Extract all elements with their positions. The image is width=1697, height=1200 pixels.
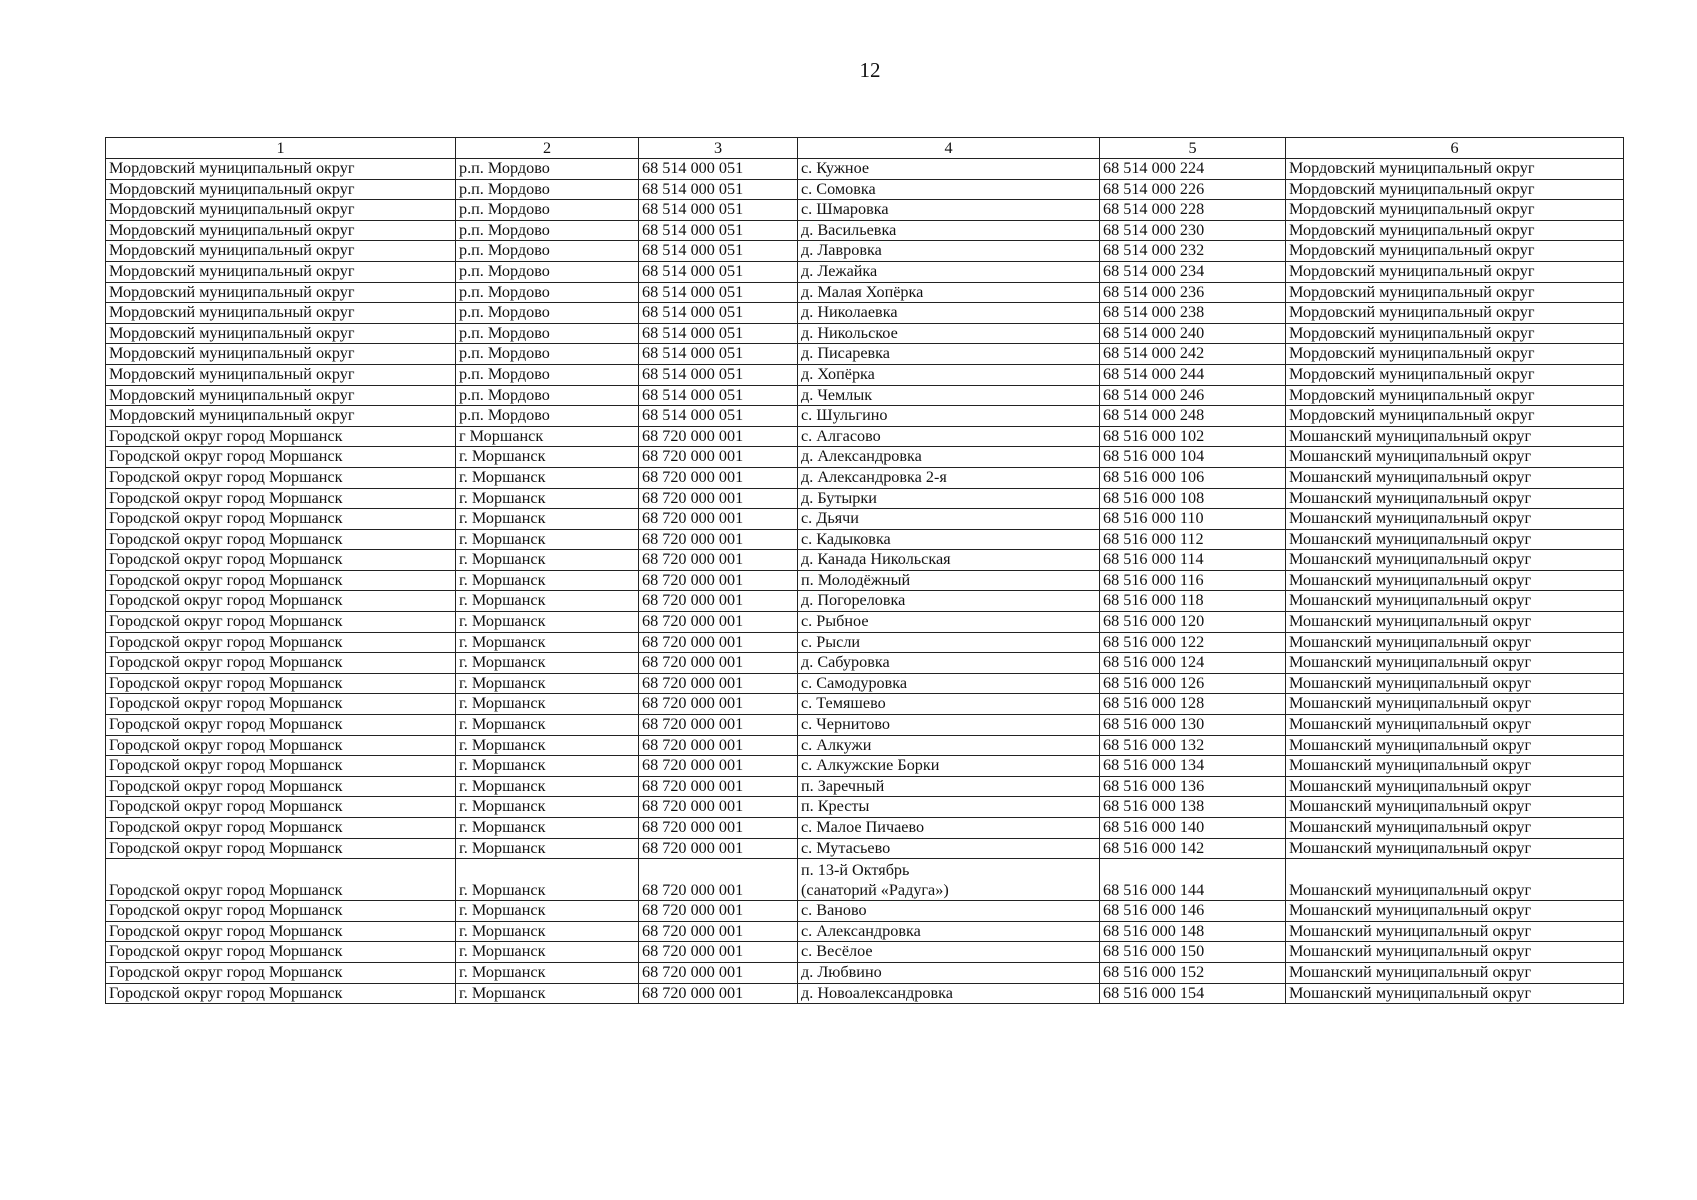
center-oktmo-cell: 68 720 000 001 xyxy=(639,694,798,715)
center-cell: г. Моршанск xyxy=(456,488,639,509)
municipality-cell: Мордовский муниципальный округ xyxy=(106,364,456,385)
new-municipality-cell: Мошанский муниципальный округ xyxy=(1286,962,1624,983)
center-oktmo-cell: 68 720 000 001 xyxy=(639,797,798,818)
center-oktmo-cell: 68 720 000 001 xyxy=(639,570,798,591)
settlement-oktmo-cell: 68 516 000 144 xyxy=(1100,859,1286,901)
settlement-oktmo-cell: 68 516 000 136 xyxy=(1100,776,1286,797)
municipality-cell: Городской округ город Моршанск xyxy=(106,797,456,818)
new-municipality-cell: Мордовский муниципальный округ xyxy=(1286,241,1624,262)
settlement-cell: с. Кужное xyxy=(798,159,1100,180)
center-oktmo-cell: 68 720 000 001 xyxy=(639,447,798,468)
new-municipality-cell: Мошанский муниципальный округ xyxy=(1286,612,1624,633)
new-municipality-cell: Мордовский муниципальный округ xyxy=(1286,323,1624,344)
municipality-cell: Городской округ город Моршанск xyxy=(106,447,456,468)
municipality-cell: Городской округ город Моршанск xyxy=(106,673,456,694)
new-municipality-cell: Мордовский муниципальный округ xyxy=(1286,159,1624,180)
center-oktmo-cell: 68 514 000 051 xyxy=(639,323,798,344)
center-cell: р.п. Мордово xyxy=(456,261,639,282)
center-oktmo-cell: 68 514 000 051 xyxy=(639,282,798,303)
settlement-oktmo-cell: 68 514 000 228 xyxy=(1100,200,1286,221)
settlement-cell: с. Весёлое xyxy=(798,942,1100,963)
settlement-oktmo-cell: 68 516 000 134 xyxy=(1100,756,1286,777)
table-row xyxy=(106,426,1624,447)
settlement-oktmo-cell: 68 516 000 146 xyxy=(1100,901,1286,922)
new-municipality-cell: Мошанский муниципальный округ xyxy=(1286,715,1624,736)
settlement-oktmo-cell: 68 516 000 126 xyxy=(1100,673,1286,694)
settlement-oktmo-cell: 68 516 000 102 xyxy=(1100,426,1286,447)
table-row xyxy=(106,921,1624,942)
center-oktmo-cell: 68 720 000 001 xyxy=(639,653,798,674)
center-oktmo-cell: 68 514 000 051 xyxy=(639,406,798,427)
center-oktmo-cell: 68 720 000 001 xyxy=(639,735,798,756)
settlement-oktmo-cell: 68 514 000 234 xyxy=(1100,261,1286,282)
new-municipality-cell: Мошанский муниципальный округ xyxy=(1286,921,1624,942)
settlement-oktmo-cell: 68 516 000 104 xyxy=(1100,447,1286,468)
settlement-cell: с. Кадыковка xyxy=(798,529,1100,550)
center-oktmo-cell: 68 720 000 001 xyxy=(639,776,798,797)
center-oktmo-cell: 68 720 000 001 xyxy=(639,983,798,1004)
center-cell: р.п. Мордово xyxy=(456,241,639,262)
municipality-cell: Городской округ город Моршанск xyxy=(106,426,456,447)
municipality-cell: Городской округ город Моршанск xyxy=(106,694,456,715)
settlement-cell: п. Кресты xyxy=(798,797,1100,818)
table-row xyxy=(106,901,1624,922)
center-oktmo-cell: 68 720 000 001 xyxy=(639,467,798,488)
center-cell: г. Моршанск xyxy=(456,550,639,571)
center-oktmo-cell: 68 720 000 001 xyxy=(639,673,798,694)
new-municipality-cell: Мордовский муниципальный округ xyxy=(1286,220,1624,241)
settlement-cell: п. Заречный xyxy=(798,776,1100,797)
center-cell: г. Моршанск xyxy=(456,797,639,818)
new-municipality-cell: Мошанский муниципальный округ xyxy=(1286,838,1624,859)
table-row xyxy=(106,385,1624,406)
center-oktmo-cell: 68 514 000 051 xyxy=(639,200,798,221)
center-cell: г. Моршанск xyxy=(456,756,639,777)
settlement-oktmo-cell: 68 516 000 130 xyxy=(1100,715,1286,736)
center-oktmo-cell: 68 720 000 001 xyxy=(639,426,798,447)
settlement-cell: с. Ваново xyxy=(798,901,1100,922)
table-row xyxy=(106,859,1624,901)
table-header-row xyxy=(106,138,1624,159)
settlements-table xyxy=(105,137,1624,1004)
settlement-oktmo-cell: 68 516 000 120 xyxy=(1100,612,1286,633)
table-row xyxy=(106,632,1624,653)
cell-line: (санаторий «Радуга») xyxy=(801,880,949,899)
settlement-oktmo-cell: 68 516 000 142 xyxy=(1100,838,1286,859)
center-cell: г. Моршанск xyxy=(456,715,639,736)
municipality-cell: Мордовский муниципальный округ xyxy=(106,406,456,427)
municipality-cell: Городской округ город Моршанск xyxy=(106,818,456,839)
municipality-cell: Городской округ город Моршанск xyxy=(106,612,456,633)
table-row xyxy=(106,756,1624,777)
table-body xyxy=(106,159,1624,1004)
settlement-cell: д. Чемлык xyxy=(798,385,1100,406)
center-oktmo-cell: 68 720 000 001 xyxy=(639,756,798,777)
center-cell: г. Моршанск xyxy=(456,921,639,942)
new-municipality-cell: Мошанский муниципальный округ xyxy=(1286,694,1624,715)
municipality-cell: Городской округ город Моршанск xyxy=(106,715,456,736)
municipality-cell: Городской округ город Моршанск xyxy=(106,509,456,530)
settlement-cell: д. Николаевка xyxy=(798,303,1100,324)
center-cell: г. Моршанск xyxy=(456,776,639,797)
municipality-cell: Мордовский муниципальный округ xyxy=(106,159,456,180)
settlement-oktmo-cell: 68 516 000 118 xyxy=(1100,591,1286,612)
settlement-cell: д. Александровка 2-я xyxy=(798,467,1100,488)
settlement-cell: с. Алкужские Борки xyxy=(798,756,1100,777)
settlement-cell: д. Бутырки xyxy=(798,488,1100,509)
new-municipality-cell: Мошанский муниципальный округ xyxy=(1286,735,1624,756)
settlement-cell: д. Любвино xyxy=(798,962,1100,983)
center-oktmo-cell: 68 720 000 001 xyxy=(639,488,798,509)
center-oktmo-cell: 68 720 000 001 xyxy=(639,901,798,922)
new-municipality-cell: Мошанский муниципальный округ xyxy=(1286,447,1624,468)
table-row xyxy=(106,673,1624,694)
settlement-oktmo-cell: 68 514 000 232 xyxy=(1100,241,1286,262)
settlement-cell: д. Никольское xyxy=(798,323,1100,344)
new-municipality-cell: Мошанский муниципальный округ xyxy=(1286,529,1624,550)
municipality-cell: Городской округ город Моршанск xyxy=(106,735,456,756)
settlement-oktmo-cell: 68 516 000 132 xyxy=(1100,735,1286,756)
new-municipality-cell: Мошанский муниципальный округ xyxy=(1286,570,1624,591)
settlement-oktmo-cell: 68 514 000 244 xyxy=(1100,364,1286,385)
table-row xyxy=(106,159,1624,180)
municipality-cell: Городской округ город Моршанск xyxy=(106,467,456,488)
center-oktmo-cell: 68 514 000 051 xyxy=(639,241,798,262)
municipality-cell: Городской округ город Моршанск xyxy=(106,488,456,509)
settlement-oktmo-cell: 68 514 000 246 xyxy=(1100,385,1286,406)
center-oktmo-cell: 68 514 000 051 xyxy=(639,179,798,200)
page-number: 12 xyxy=(859,58,881,82)
settlement-oktmo-cell: 68 514 000 236 xyxy=(1100,282,1286,303)
settlement-cell: п. Молодёжный xyxy=(798,570,1100,591)
table-row xyxy=(106,983,1624,1004)
settlement-oktmo-cell: 68 514 000 242 xyxy=(1100,344,1286,365)
settlement-oktmo-cell: 68 514 000 226 xyxy=(1100,179,1286,200)
center-cell: г Моршанск xyxy=(456,426,639,447)
settlement-oktmo-cell: 68 516 000 150 xyxy=(1100,942,1286,963)
new-municipality-cell: Мошанский муниципальный округ xyxy=(1286,467,1624,488)
new-municipality-cell: Мошанский муниципальный округ xyxy=(1286,673,1624,694)
new-municipality-cell: Мошанский муниципальный округ xyxy=(1286,591,1624,612)
center-cell: г. Моршанск xyxy=(456,735,639,756)
new-municipality-cell: Мошанский муниципальный округ xyxy=(1286,776,1624,797)
settlement-oktmo-cell: 68 516 000 154 xyxy=(1100,983,1286,1004)
municipality-cell: Мордовский муниципальный округ xyxy=(106,261,456,282)
settlement-cell: д. Лавровка xyxy=(798,241,1100,262)
center-cell: р.п. Мордово xyxy=(456,323,639,344)
column-header-2: 2 xyxy=(456,138,639,159)
new-municipality-cell: Мошанский муниципальный округ xyxy=(1286,653,1624,674)
center-oktmo-cell: 68 720 000 001 xyxy=(639,509,798,530)
column-header-5: 5 xyxy=(1100,138,1286,159)
center-cell: г. Моршанск xyxy=(456,942,639,963)
table-row xyxy=(106,942,1624,963)
new-municipality-cell: Мордовский муниципальный округ xyxy=(1286,385,1624,406)
center-oktmo-cell: 68 720 000 001 xyxy=(639,632,798,653)
settlement-oktmo-cell: 68 516 000 106 xyxy=(1100,467,1286,488)
center-cell: г. Моршанск xyxy=(456,570,639,591)
center-oktmo-cell: 68 514 000 051 xyxy=(639,261,798,282)
center-cell: г. Моршанск xyxy=(456,653,639,674)
municipality-cell: Городской округ город Моршанск xyxy=(106,838,456,859)
center-oktmo-cell: 68 720 000 001 xyxy=(639,818,798,839)
table-row xyxy=(106,303,1624,324)
settlement-cell: с. Сомовка xyxy=(798,179,1100,200)
new-municipality-cell: Мордовский муниципальный округ xyxy=(1286,303,1624,324)
center-cell: р.п. Мордово xyxy=(456,200,639,221)
center-cell: р.п. Мордово xyxy=(456,220,639,241)
municipality-cell: Городской округ город Моршанск xyxy=(106,550,456,571)
center-cell: г. Моршанск xyxy=(456,673,639,694)
column-header-6: 6 xyxy=(1286,138,1624,159)
settlement-oktmo-cell: 68 514 000 238 xyxy=(1100,303,1286,324)
center-oktmo-cell: 68 720 000 001 xyxy=(639,838,798,859)
municipality-cell: Городской округ город Моршанск xyxy=(106,653,456,674)
center-cell: р.п. Мордово xyxy=(456,303,639,324)
table-row xyxy=(106,447,1624,468)
settlement-cell: с. Александровка xyxy=(798,921,1100,942)
center-oktmo-cell: 68 514 000 051 xyxy=(639,385,798,406)
settlement-cell: с. Рысли xyxy=(798,632,1100,653)
settlement-oktmo-cell: 68 516 000 152 xyxy=(1100,962,1286,983)
center-cell: р.п. Мордово xyxy=(456,406,639,427)
municipality-cell: Мордовский муниципальный округ xyxy=(106,241,456,262)
center-oktmo-cell: 68 720 000 001 xyxy=(639,942,798,963)
settlement-cell xyxy=(798,859,1100,901)
table-row xyxy=(106,797,1624,818)
center-cell: г. Моршанск xyxy=(456,838,639,859)
settlement-cell: с. Малое Пичаево xyxy=(798,818,1100,839)
settlement-cell: д. Канада Никольская xyxy=(798,550,1100,571)
table-row xyxy=(106,591,1624,612)
new-municipality-cell: Мордовский муниципальный округ xyxy=(1286,282,1624,303)
municipality-cell: Мордовский муниципальный округ xyxy=(106,282,456,303)
table-row xyxy=(106,179,1624,200)
table-row xyxy=(106,364,1624,385)
settlement-cell: д. Васильевка xyxy=(798,220,1100,241)
center-cell: р.п. Мордово xyxy=(456,282,639,303)
center-cell: г. Моршанск xyxy=(456,962,639,983)
new-municipality-cell: Мошанский муниципальный округ xyxy=(1286,983,1624,1004)
municipality-cell: Городской округ город Моршанск xyxy=(106,756,456,777)
new-municipality-cell: Мордовский муниципальный округ xyxy=(1286,261,1624,282)
column-header-3: 3 xyxy=(639,138,798,159)
municipality-cell: Мордовский муниципальный округ xyxy=(106,385,456,406)
center-cell: г. Моршанск xyxy=(456,447,639,468)
new-municipality-cell: Мошанский муниципальный округ xyxy=(1286,756,1624,777)
new-municipality-cell: Мордовский муниципальный округ xyxy=(1286,179,1624,200)
table-row xyxy=(106,570,1624,591)
center-cell: г. Моршанск xyxy=(456,467,639,488)
table-row xyxy=(106,776,1624,797)
settlement-cell: д. Александровка xyxy=(798,447,1100,468)
center-cell: р.п. Мордово xyxy=(456,344,639,365)
table-row xyxy=(106,406,1624,427)
municipality-cell: Городской округ город Моршанск xyxy=(106,859,456,901)
municipality-cell: Городской округ город Моршанск xyxy=(106,962,456,983)
settlement-oktmo-cell: 68 514 000 224 xyxy=(1100,159,1286,180)
settlement-cell: д. Погореловка xyxy=(798,591,1100,612)
settlement-oktmo-cell: 68 516 000 128 xyxy=(1100,694,1286,715)
settlement-oktmo-cell: 68 516 000 110 xyxy=(1100,509,1286,530)
table-row xyxy=(106,200,1624,221)
table-row xyxy=(106,735,1624,756)
settlement-cell: с. Темяшево xyxy=(798,694,1100,715)
settlement-cell: с. Мутасьево xyxy=(798,838,1100,859)
municipality-cell: Мордовский муниципальный округ xyxy=(106,179,456,200)
center-oktmo-cell: 68 514 000 051 xyxy=(639,364,798,385)
settlement-oktmo-cell: 68 514 000 230 xyxy=(1100,220,1286,241)
municipality-cell: Мордовский муниципальный округ xyxy=(106,344,456,365)
settlement-oktmo-cell: 68 516 000 122 xyxy=(1100,632,1286,653)
settlement-oktmo-cell: 68 516 000 112 xyxy=(1100,529,1286,550)
center-cell: г. Моршанск xyxy=(456,983,639,1004)
table-row xyxy=(106,220,1624,241)
settlement-cell: д. Писаревка xyxy=(798,344,1100,365)
municipality-cell: Городской округ город Моршанск xyxy=(106,901,456,922)
center-oktmo-cell: 68 720 000 001 xyxy=(639,529,798,550)
center-cell: р.п. Мордово xyxy=(456,179,639,200)
table-row xyxy=(106,612,1624,633)
table-row xyxy=(106,344,1624,365)
municipality-cell: Мордовский муниципальный округ xyxy=(106,220,456,241)
center-cell: г. Моршанск xyxy=(456,901,639,922)
new-municipality-cell: Мордовский муниципальный округ xyxy=(1286,200,1624,221)
municipality-cell: Городской округ город Моршанск xyxy=(106,570,456,591)
municipality-cell: Городской округ город Моршанск xyxy=(106,591,456,612)
center-oktmo-cell: 68 514 000 051 xyxy=(639,220,798,241)
settlement-cell: с. Алгасово xyxy=(798,426,1100,447)
center-oktmo-cell: 68 720 000 001 xyxy=(639,715,798,736)
table-row xyxy=(106,962,1624,983)
settlement-oktmo-cell: 68 514 000 240 xyxy=(1100,323,1286,344)
new-municipality-cell: Мордовский муниципальный округ xyxy=(1286,344,1624,365)
table-row xyxy=(106,241,1624,262)
center-cell: р.п. Мордово xyxy=(456,159,639,180)
settlement-oktmo-cell: 68 516 000 116 xyxy=(1100,570,1286,591)
new-municipality-cell: Мошанский муниципальный округ xyxy=(1286,901,1624,922)
municipality-cell: Городской округ город Моршанск xyxy=(106,942,456,963)
settlement-oktmo-cell: 68 516 000 140 xyxy=(1100,818,1286,839)
center-cell: г. Моршанск xyxy=(456,694,639,715)
municipality-cell: Городской округ город Моршанск xyxy=(106,776,456,797)
settlement-oktmo-cell: 68 516 000 148 xyxy=(1100,921,1286,942)
municipality-cell: Городской округ город Моршанск xyxy=(106,529,456,550)
municipality-cell: Мордовский муниципальный округ xyxy=(106,303,456,324)
settlement-cell: д. Сабуровка xyxy=(798,653,1100,674)
new-municipality-cell: Мошанский муниципальный округ xyxy=(1286,818,1624,839)
municipality-cell: Городской округ город Моршанск xyxy=(106,983,456,1004)
center-oktmo-cell: 68 720 000 001 xyxy=(639,859,798,901)
municipality-cell: Мордовский муниципальный округ xyxy=(106,200,456,221)
table-row xyxy=(106,818,1624,839)
settlement-cell: с. Самодуровка xyxy=(798,673,1100,694)
center-cell: г. Моршанск xyxy=(456,529,639,550)
center-cell: г. Моршанск xyxy=(456,591,639,612)
settlement-cell: д. Новоалександровка xyxy=(798,983,1100,1004)
center-oktmo-cell: 68 720 000 001 xyxy=(639,921,798,942)
table-row xyxy=(106,653,1624,674)
municipality-cell: Мордовский муниципальный округ xyxy=(106,323,456,344)
center-cell: г. Моршанск xyxy=(456,612,639,633)
center-oktmo-cell: 68 720 000 001 xyxy=(639,962,798,983)
settlement-cell: с. Рыбное xyxy=(798,612,1100,633)
column-header-1: 1 xyxy=(106,138,456,159)
new-municipality-cell: Мордовский муниципальный округ xyxy=(1286,406,1624,427)
center-oktmo-cell: 68 514 000 051 xyxy=(639,344,798,365)
municipality-cell: Городской округ город Моршанск xyxy=(106,632,456,653)
cell-line: п. 13-й Октябрь xyxy=(801,861,910,879)
table-row xyxy=(106,261,1624,282)
table-row xyxy=(106,715,1624,736)
settlement-cell: с. Алкужи xyxy=(798,735,1100,756)
settlement-cell: с. Шульгино xyxy=(798,406,1100,427)
new-municipality-cell: Мошанский муниципальный округ xyxy=(1286,859,1624,901)
table-row xyxy=(106,467,1624,488)
new-municipality-cell: Мошанский муниципальный округ xyxy=(1286,942,1624,963)
table-row xyxy=(106,529,1624,550)
center-oktmo-cell: 68 514 000 051 xyxy=(639,159,798,180)
center-oktmo-cell: 68 720 000 001 xyxy=(639,612,798,633)
settlement-cell: с. Чернитово xyxy=(798,715,1100,736)
new-municipality-cell: Мошанский муниципальный округ xyxy=(1286,797,1624,818)
new-municipality-cell: Мордовский муниципальный округ xyxy=(1286,364,1624,385)
settlement-oktmo-cell: 68 516 000 114 xyxy=(1100,550,1286,571)
center-cell: г. Моршанск xyxy=(456,509,639,530)
settlement-oktmo-cell: 68 514 000 248 xyxy=(1100,406,1286,427)
table-row xyxy=(106,323,1624,344)
new-municipality-cell: Мошанский муниципальный округ xyxy=(1286,509,1624,530)
center-cell: г. Моршанск xyxy=(456,632,639,653)
settlement-oktmo-cell: 68 516 000 124 xyxy=(1100,653,1286,674)
center-cell: р.п. Мордово xyxy=(456,364,639,385)
new-municipality-cell: Мошанский муниципальный округ xyxy=(1286,550,1624,571)
table-row xyxy=(106,282,1624,303)
table-row xyxy=(106,838,1624,859)
new-municipality-cell: Мошанский муниципальный округ xyxy=(1286,632,1624,653)
settlement-cell: д. Малая Хопёрка xyxy=(798,282,1100,303)
center-oktmo-cell: 68 720 000 001 xyxy=(639,550,798,571)
column-header-4: 4 xyxy=(798,138,1100,159)
settlement-cell: с. Шмаровка xyxy=(798,200,1100,221)
settlement-oktmo-cell: 68 516 000 108 xyxy=(1100,488,1286,509)
settlement-cell: д. Хопёрка xyxy=(798,364,1100,385)
center-cell: р.п. Мордово xyxy=(456,385,639,406)
new-municipality-cell: Мошанский муниципальный округ xyxy=(1286,426,1624,447)
new-municipality-cell: Мошанский муниципальный округ xyxy=(1286,488,1624,509)
municipality-cell: Городской округ город Моршанск xyxy=(106,921,456,942)
table-row xyxy=(106,509,1624,530)
center-oktmo-cell: 68 720 000 001 xyxy=(639,591,798,612)
table-row xyxy=(106,694,1624,715)
center-oktmo-cell: 68 514 000 051 xyxy=(639,303,798,324)
settlement-cell: с. Дьячи xyxy=(798,509,1100,530)
table-row xyxy=(106,488,1624,509)
settlement-oktmo-cell: 68 516 000 138 xyxy=(1100,797,1286,818)
table-row xyxy=(106,550,1624,571)
center-cell: г. Моршанск xyxy=(456,818,639,839)
settlement-cell: д. Лежайка xyxy=(798,261,1100,282)
center-cell: г. Моршанск xyxy=(456,859,639,901)
